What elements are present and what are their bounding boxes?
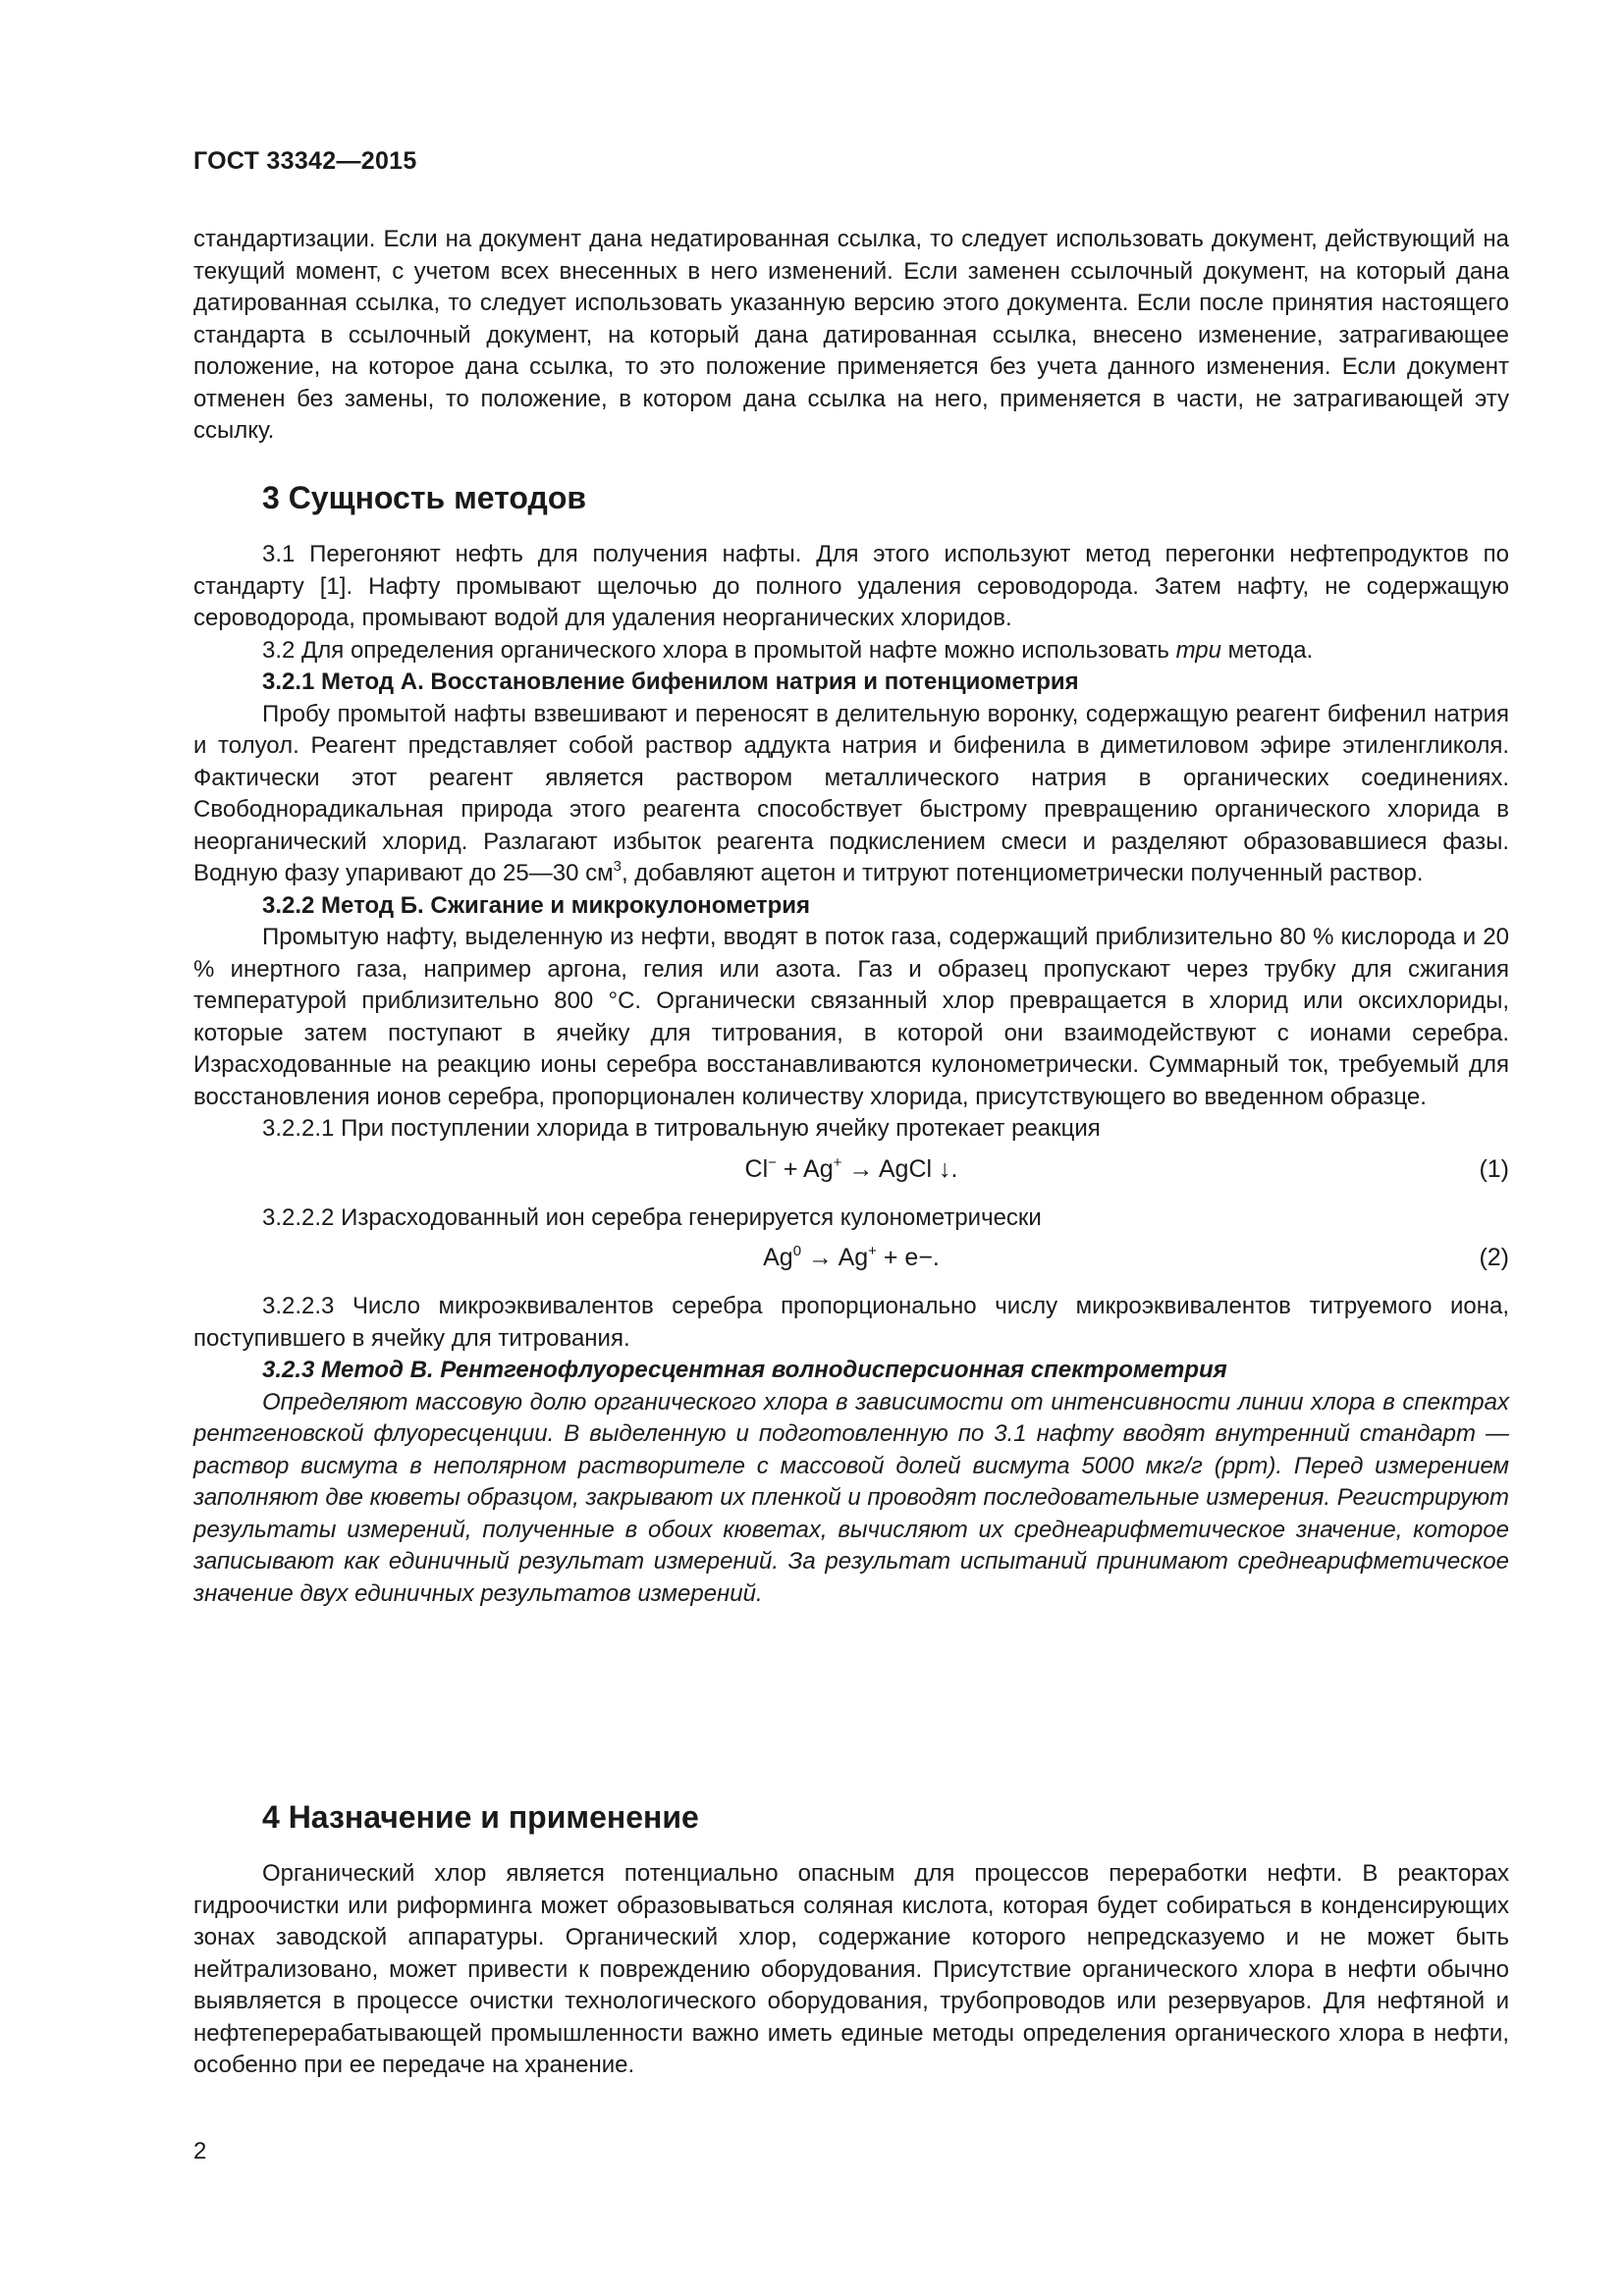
equation-1-formula: Cl− + Ag+ → AgCl ↓. xyxy=(744,1153,958,1183)
document-header: ГОСТ 33342—2015 xyxy=(193,147,417,175)
paragraph-3-2-2-2: 3.2.2.2 Израсходованный ион серебра генерируется кулонометрически xyxy=(262,1203,1042,1231)
equation-2-number: (2) xyxy=(1479,1244,1509,1271)
heading-3-2-3: 3.2.3 Метод В. Рентгенофлуоресцентная волнодисперсионная спектрометрия xyxy=(262,1357,1227,1383)
paragraph-3-2-2: Промытую нафту, выделенную из нефти, вводят в поток газа, содержащий приблизительно 80 % кислорода и 20 % инертного газа, например аргона, гелия или азота. Газ и образец пропускают через трубку для сжигания температурой приблизительно 800 °С. Органически связанный хлор превращается в хлорид или оксихлориды, которые затем поступают в ячейку для титрования, в которой они взаимодействуют с ионами серебра. Израсходованные на реакцию ионы серебра восстанавливаются кулонометрически. Суммарный ток, требуемый для восстановления ионов серебра, пропорционален количеству хлорида, присутствующего во введенном образце. xyxy=(193,924,1509,1110)
equation-2-formula: $Ag^0 \to Ag^+ + e-$. xyxy=(763,1243,940,1271)
heading-3-2-2: 3.2.2 Метод Б. Сжигание и микрокулонометрия xyxy=(262,891,811,919)
paragraph-3-2-2-3: 3.2.2.3 Число микроэквивалентов серебра пропорционально числу микроэквивалентов титруемого иона, поступившего в ячейку для титрования. xyxy=(193,1293,1509,1352)
emphasis-three: три xyxy=(1175,636,1221,664)
paragraph-4: Органический хлор является потенциально опасным для процессов переработки нефти. В реакторах гидроочистки или риформинга может образовываться соляная кислота, которая будет собираться в конденсирующих зонах заводской аппаратуры. Органический хлор, содержание которого непредсказуемо и не может быть нейтрализовано, может привести к повреждению оборудования. Присутствие органического хлора в нефти обычно выявляется в процессе очистки технологического оборудования, трубопроводов или резервуаров. Для нефтяной и нефтеперерабатывающей промышленности важно иметь единые методы определения органического хлора в нефти, особенно при ее передаче на хранение. xyxy=(193,1860,1509,2078)
paragraph-3-2-2-1: 3.2.2.1 При поступлении хлорида в титровальную ячейку протекает реакция xyxy=(262,1115,1101,1142)
intro-paragraph: стандартизации. Если на документ дана недатированная ссылка, то следует использовать документ, действующий на текущий момент, с учетом всех внесенных в него изменений. Если заменен ссылочный документ, на который дана датированная ссылка, то следует использовать указанную версию этого документа. Если после принятия настоящего стандарта в ссылочный документ, на который дана датированная ссылка, внесено изменение, затрагивающее положение, на которое дана ссылка, то это положение применяется без учета данного изменения. Если документ отменен без замены, то положение, в котором дана ссылка на него, применяется в части, не затрагивающей эту ссылку. xyxy=(193,226,1509,444)
page-number: 2 xyxy=(193,2138,207,2164)
equation-1-number: (1) xyxy=(1479,1154,1509,1183)
section-3-title: 3 Сущность методов xyxy=(262,480,587,515)
section-4-body xyxy=(193,1858,1509,2082)
intro-block xyxy=(193,224,1509,448)
section-3-body xyxy=(193,539,1509,1610)
paragraph-3-1: 3.1 Перегоняют нефть для получения нафты. Для этого используют метод перегонки нефтепродуктов по стандарту [1]. Нафту промывают щелочью до полного удаления сероводорода. Затем нафту, не содержащую сероводорода, промывают водой для удаления неорганических хлоридов. xyxy=(193,541,1509,631)
paragraph-3-2: 3.2 Для определения органического хлора в промытой нафте можно использовать три метода. xyxy=(262,636,1314,664)
section-4-title: 4 Назначение и применение xyxy=(262,1799,699,1835)
equation-2 xyxy=(193,1234,1509,1291)
equation-1 xyxy=(193,1146,1509,1202)
paragraph-3-2-1: Пробу промытой нафты взвешивают и переносят в делительную воронку, содержащую реагент бифенил натрия и толуол. Реагент представляет собой раствор аддукта натрия и бифенила в диметиловом эфире этиленгликоля. Фактически этот реагент является раствором металлического натрия в органических соединениях. Свободнорадикальная природа этого реагента способствует быстрому превращению органического хлорида в неорганический хлорид. Разлагают избыток реагента подкислением смеси и разделяют образовавшиеся фазы. Водную фазу упаривают до 25—30 $см^3$, добавляют ацетон и титруют потенциометрически полученный раствор. xyxy=(193,700,1509,886)
paragraph-3-2-3: Определяют массовую долю органического хлора в зависимости от интенсивности линии хлора в спектрах рентгеновской флуоресценции. В выделенную и подготовленную по 3.1 нафту вводят внутренний стандарт — раствор висмута в неполярном растворителе с массовой долей висмута 5000 мкг/г (ppm). Перед измерением заполняют две кюветы образцом, закрывают их пленкой и проводят последовательные измерения. Регистрируют результаты измерений, полученные в обоих кюветах, вычисляют их среднеарифметическое значение, которое записывают как единичный результат измерений. За результат испытаний принимают среднеарифметическое значение двух единичных результатов измерений. xyxy=(193,1388,1509,1607)
heading-3-2-1: 3.2.1 Метод А. Восстановление бифенилом натрия и потенциометрия xyxy=(262,668,1079,695)
